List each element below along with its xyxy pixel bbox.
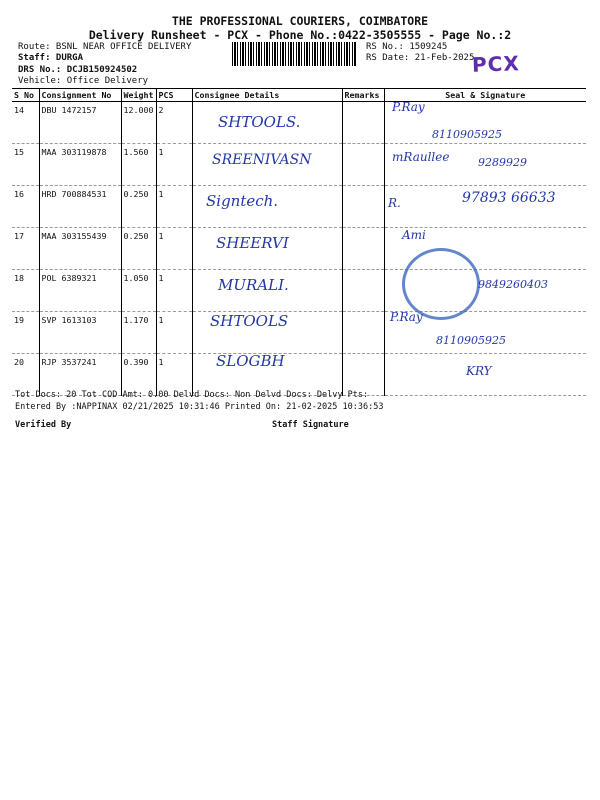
cell-weight: 12.000: [121, 102, 156, 144]
cell-remarks: [342, 228, 384, 270]
cell-pcs: 1: [156, 270, 192, 312]
col-header-remarks: Remarks: [342, 89, 384, 102]
cell-pcs: 1: [156, 186, 192, 228]
rs-date: RS Date: 21-Feb-2025: [366, 53, 475, 63]
runsheet-subtitle: Delivery Runsheet - PCX - Phone No.:0422-3505555 - Page No.:2: [88, 28, 512, 42]
handwritten-consignee: SLOGBH: [216, 352, 285, 370]
handwritten-phone: 8110905925: [432, 128, 502, 141]
handwritten-phone: 8110905925: [436, 334, 506, 347]
handwritten-consignee: MURALI.: [218, 276, 289, 294]
entered-printed-line: Entered By :NAPPINAX 02/21/2025 10:31:46 Printed On: 21-02-2025 10:36:53: [15, 402, 384, 412]
cell-weight: 1.170: [121, 312, 156, 354]
cell-sno: 16: [12, 186, 39, 228]
table-row: [12, 228, 586, 270]
cell-consignment: MAA 303155439: [39, 228, 121, 270]
vehicle: Vehicle: Office Delivery: [18, 76, 149, 86]
handwritten-signature: P.Ray: [392, 100, 425, 114]
handwritten-signature: mRaullee: [392, 150, 450, 164]
handwritten-consignee: SHTOOLS.: [218, 113, 301, 131]
cell-consignment: SVP 1613103: [39, 312, 121, 354]
barcode: [232, 42, 356, 66]
cell-pcs: 1: [156, 312, 192, 354]
cell-remarks: [342, 186, 384, 228]
cell-pcs: 2: [156, 102, 192, 144]
cell-pcs: 1: [156, 228, 192, 270]
cell-weight: 1.560: [121, 144, 156, 186]
verified-by-label: Verified By: [15, 420, 72, 430]
handwritten-consignee: Signtech.: [206, 192, 279, 210]
staff-signature-label: Staff Signature: [272, 420, 349, 430]
cell-consignment: POL 6389321: [39, 270, 121, 312]
col-header-consignee: Consignee Details: [192, 89, 342, 102]
pcx-stamp: PCX: [471, 51, 521, 77]
col-header-consignment: Consignment No: [39, 89, 121, 102]
handwritten-consignee: SHEERVI: [216, 234, 289, 252]
col-header-signature: Seal & Signature: [384, 89, 586, 102]
cell-sno: 19: [12, 312, 39, 354]
route: Route: BSNL NEAR OFFICE DELIVERY: [18, 42, 192, 52]
handwritten-consignee: SHTOOLS: [210, 312, 289, 330]
cell-weight: 0.390: [121, 354, 156, 396]
cell-sno: 15: [12, 144, 39, 186]
cell-pcs: 1: [156, 354, 192, 396]
cell-sno: 20: [12, 354, 39, 396]
cell-remarks: [342, 312, 384, 354]
cell-consignment: RJP 3537241: [39, 354, 121, 396]
cell-sno: 17: [12, 228, 39, 270]
cell-weight: 0.250: [121, 228, 156, 270]
col-header-sno: S No: [12, 89, 39, 102]
handwritten-phone: 97893 66633: [462, 190, 556, 206]
handwritten-signature: R.: [388, 196, 401, 210]
cell-pcs: 1: [156, 144, 192, 186]
cell-weight: 0.250: [121, 186, 156, 228]
cell-weight: 1.050: [121, 270, 156, 312]
cell-remarks: [342, 144, 384, 186]
table-header-row: [12, 89, 586, 102]
cell-consignment: MAA 303119878: [39, 144, 121, 186]
cell-sno: 14: [12, 102, 39, 144]
handwritten-signature: KRY: [466, 364, 492, 378]
col-header-pcs: PCS: [156, 89, 192, 102]
cell-sno: 18: [12, 270, 39, 312]
col-header-weight: Weight: [121, 89, 156, 102]
rs-number: RS No.: 1509245: [366, 42, 448, 52]
handwritten-phone: 9289929: [478, 156, 527, 169]
cell-consignment: DBU 1472157: [39, 102, 121, 144]
staff: Staff: DURGA: [18, 53, 84, 63]
cell-remarks: [342, 270, 384, 312]
drs-number: DRS No.: DCJB150924502: [18, 65, 138, 75]
totals-line: Tot Docs: 20 Tot COD Amt: 0.00 Delvd Docs: Non Delvd Docs: Delvy Pts:: [15, 390, 369, 400]
cell-consignment: HRD 700884531: [39, 186, 121, 228]
handwritten-signature: Ami: [402, 228, 426, 242]
handwritten-consignee: SREENIVASN: [212, 152, 312, 168]
cell-remarks: [342, 102, 384, 144]
handwritten-signature: P.Ray: [390, 310, 423, 324]
company-title: THE PROFESSIONAL COURIERS, COIMBATORE: [171, 14, 429, 28]
handwritten-phone: 9849260403: [478, 278, 548, 291]
table-row: [12, 312, 586, 354]
